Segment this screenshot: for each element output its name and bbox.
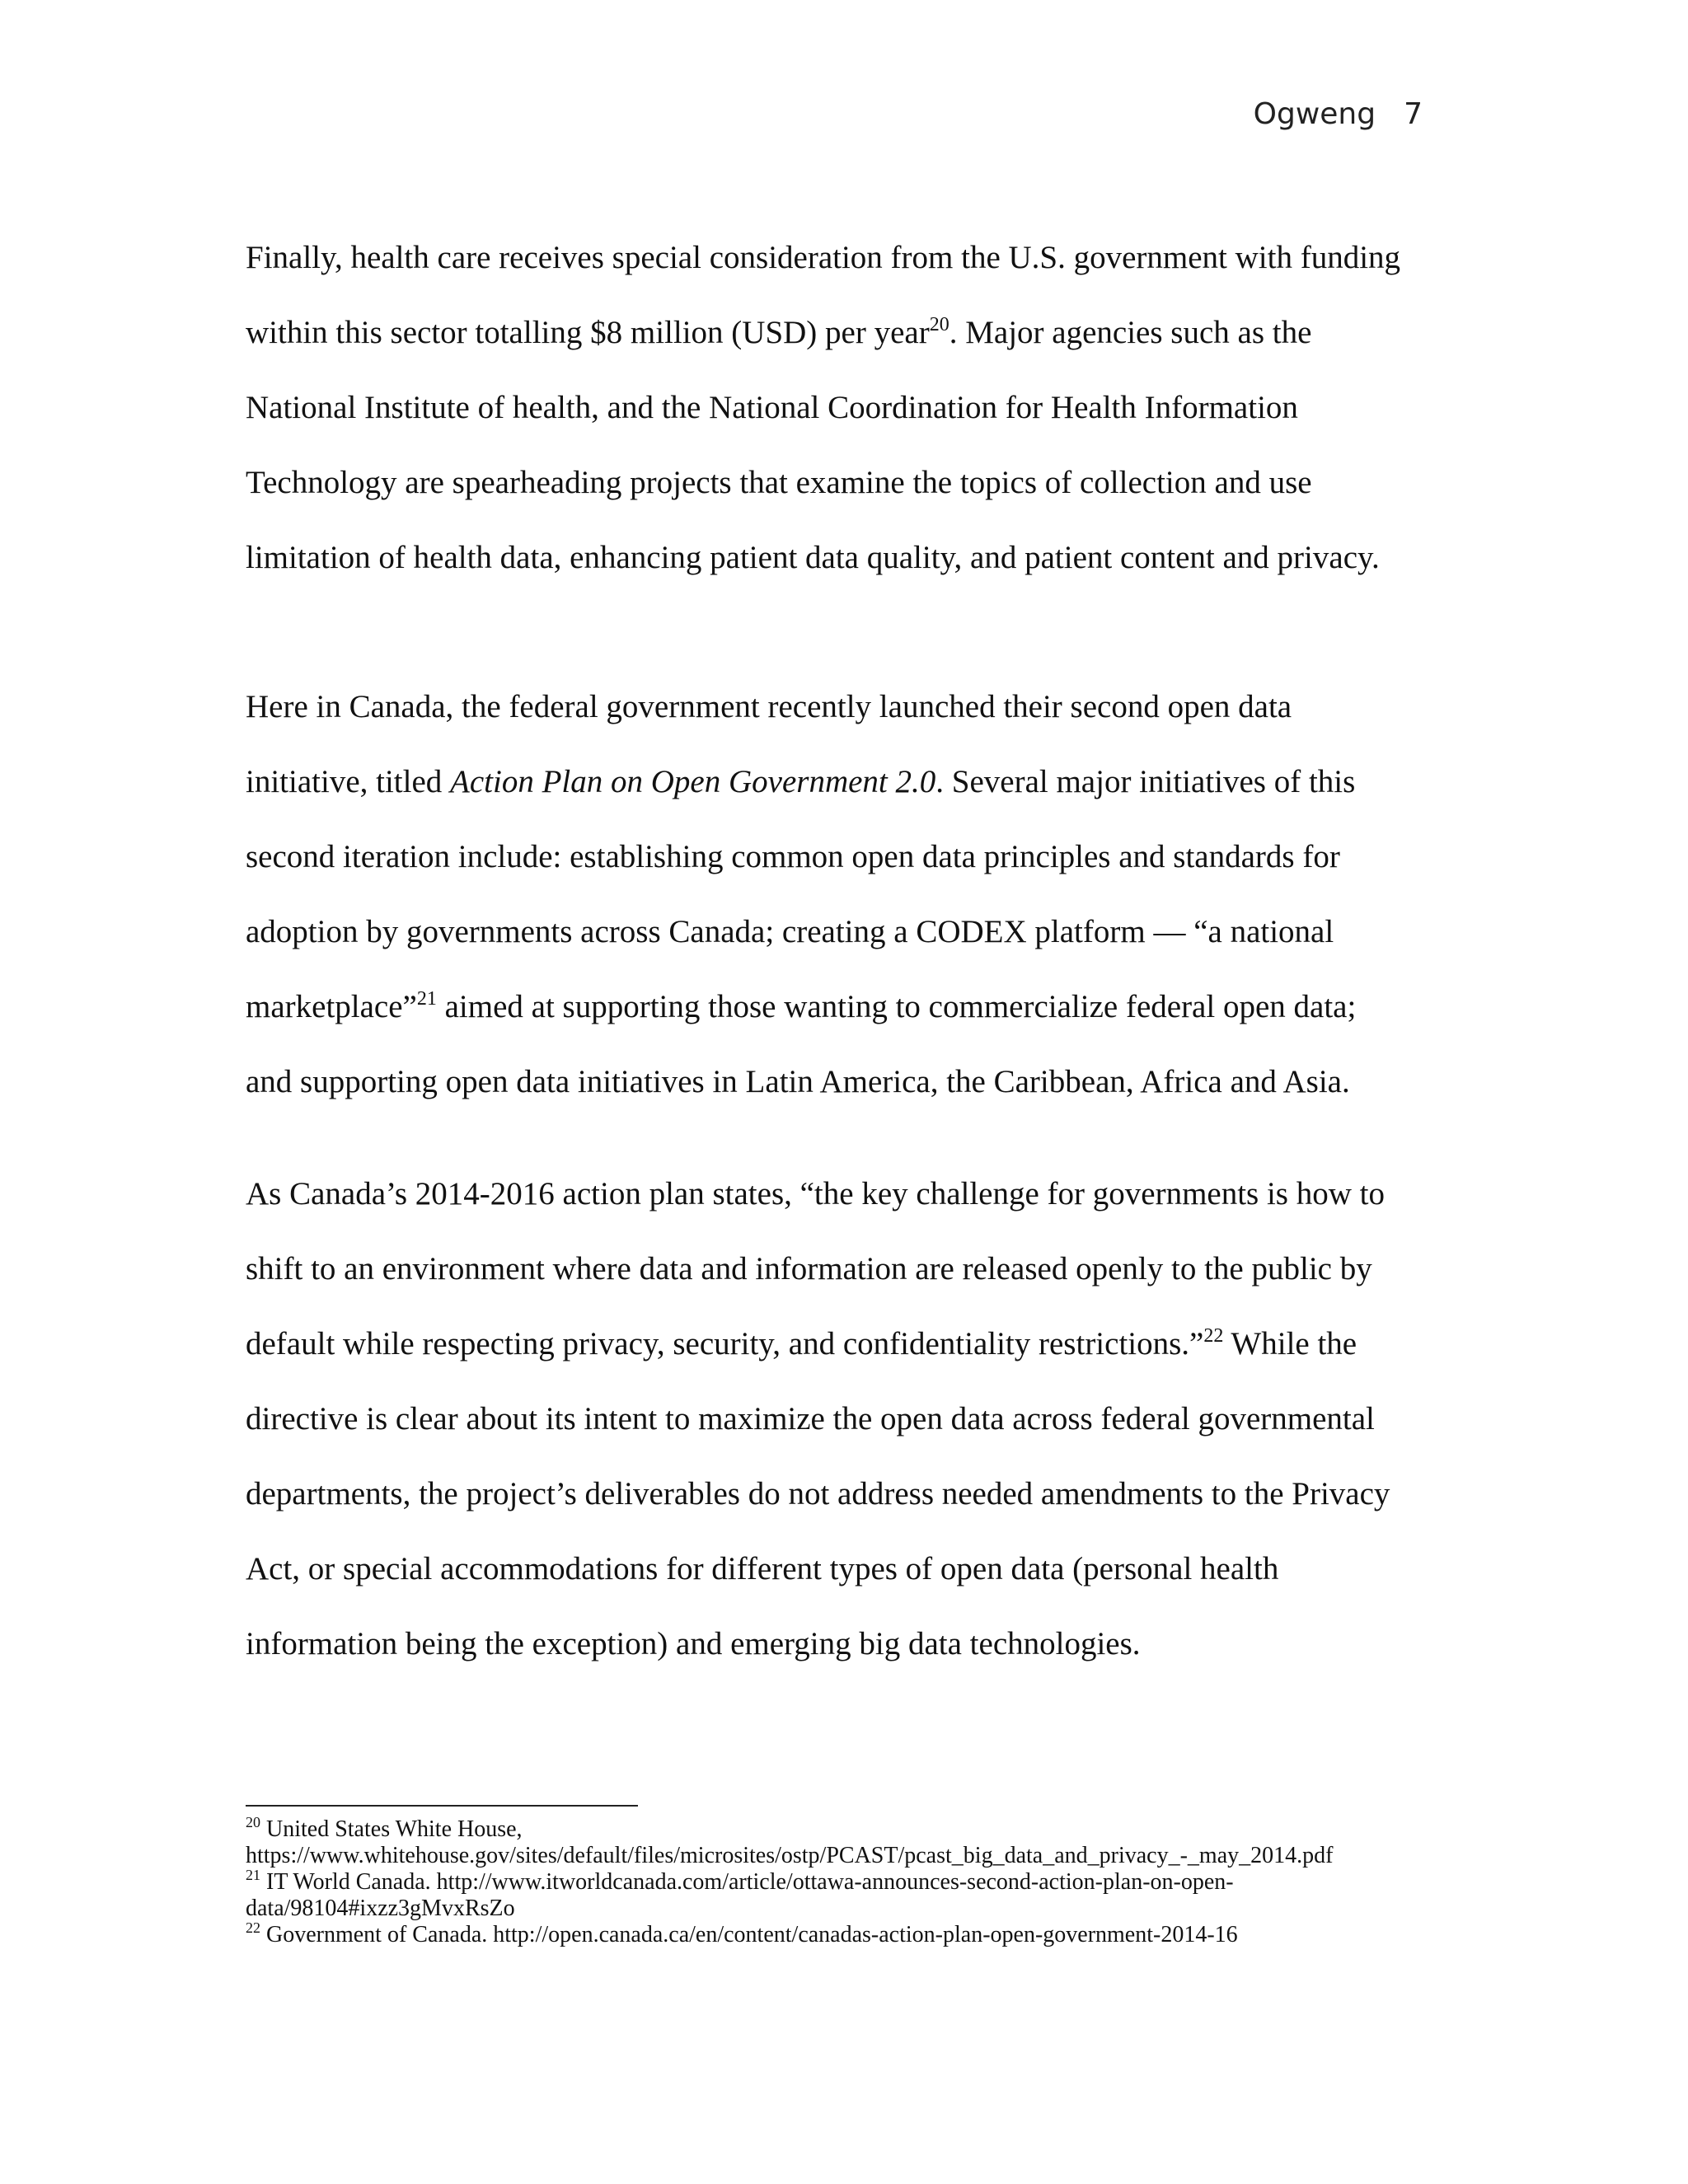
text-line [246,688,1292,726]
text-line [246,314,1311,352]
text-run: marketplace” [246,989,417,1024]
text-line [246,988,1356,1026]
text-run: As Canada’s 2014-2016 action plan states, “the key challenge for governments is how to [246,1176,1385,1212]
text-line [246,1400,1375,1438]
text-run: aimed at supporting those wanting to commercialize federal open data; [436,989,1357,1024]
text-run: adoption by governments across Canada; creating a CODEX platform — “a national [246,914,1334,949]
text-run: National Institute of health, and the National Coordination for Health Information [246,390,1298,425]
text-line [246,913,1334,951]
footnote-text: United States White House, [266,1816,523,1842]
text-line [246,763,1355,801]
text-line [246,1625,1141,1663]
text-run: . Several major initiatives of this [935,764,1356,799]
text-line [246,539,1380,577]
footnote-line [246,1816,523,1843]
running-header [1254,97,1423,131]
text-run: within this sector totalling $8 million (USD) per year [246,315,930,350]
text-run: default while respecting privacy, security, and confidentiality restrictions.” [246,1326,1204,1361]
footnote-line [246,1896,515,1922]
text-line [246,1250,1372,1288]
footnote-reference: 20 [929,314,950,335]
text-run: Technology are spearheading projects that examine the topics of collection and use [246,465,1312,500]
text-line [246,1175,1385,1213]
footnote-text: Government of Canada. http://open.canada.ca/en/content/canadas-action-plan-open-government-2014-16 [266,1922,1238,1947]
text-run: initiative, titled [246,764,451,799]
text-line [246,464,1312,502]
text-run: and supporting open data initiatives in Latin America, the Caribbean, Africa and Asia. [246,1064,1350,1099]
footnote-reference: 21 [416,988,437,1010]
text-line [246,239,1400,277]
text-run: second iteration include: establishing common open data principles and standards for [246,839,1340,874]
footnote-line [246,1919,1238,1948]
text-run: Here in Canada, the federal government recently launched their second open data [246,689,1292,724]
footnote-separator [246,1805,638,1807]
italic-title: Action Plan on Open Government 2.0 [450,764,936,799]
footnote-number: 22 [246,1919,260,1936]
text-line [246,1475,1390,1513]
text-line [246,1063,1350,1101]
footnote-text: https://www.whitehouse.gov/sites/default/files/microsites/ostp/PCAST/pcast_big_data_and_privacy_-_may_2014.pdf [246,1843,1334,1868]
footnote-number: 20 [246,1814,260,1830]
text-run: information being the exception) and emerging big data technologies. [246,1626,1141,1661]
text-line [246,389,1298,427]
footnote-line [246,1869,1234,1896]
header-author: Ogweng [1253,97,1376,131]
footnote-line [246,1843,1333,1869]
text-run: shift to an environment where data and information are released openly to the public by [246,1251,1372,1286]
text-run: departments, the project’s deliverables do not address needed amendments to the Privacy [246,1476,1390,1511]
text-line [246,1550,1278,1588]
text-line [246,1325,1357,1363]
text-run: . Major agencies such as the [949,315,1312,350]
text-run: Act, or special accommodations for different types of open data (personal health [246,1551,1279,1586]
page-number: 7 [1404,97,1423,131]
footnote-reference: 22 [1203,1325,1224,1347]
text-run: limitation of health data, enhancing patient data quality, and patient content and privacy. [246,540,1380,575]
text-run: While the [1223,1326,1357,1361]
text-line [246,838,1340,876]
text-run: Finally, health care receives special consideration from the U.S. government with funding [246,240,1401,275]
text-run: directive is clear about its intent to maximize the open data across federal governmental [246,1401,1375,1436]
footnote-text: data/98104#ixzz3gMvxRsZo [246,1896,515,1921]
footnote-text: IT World Canada. http://www.itworldcanada.com/article/ottawa-announces-second-action-plan-on-open- [266,1869,1234,1895]
footnote-number: 21 [246,1867,260,1883]
